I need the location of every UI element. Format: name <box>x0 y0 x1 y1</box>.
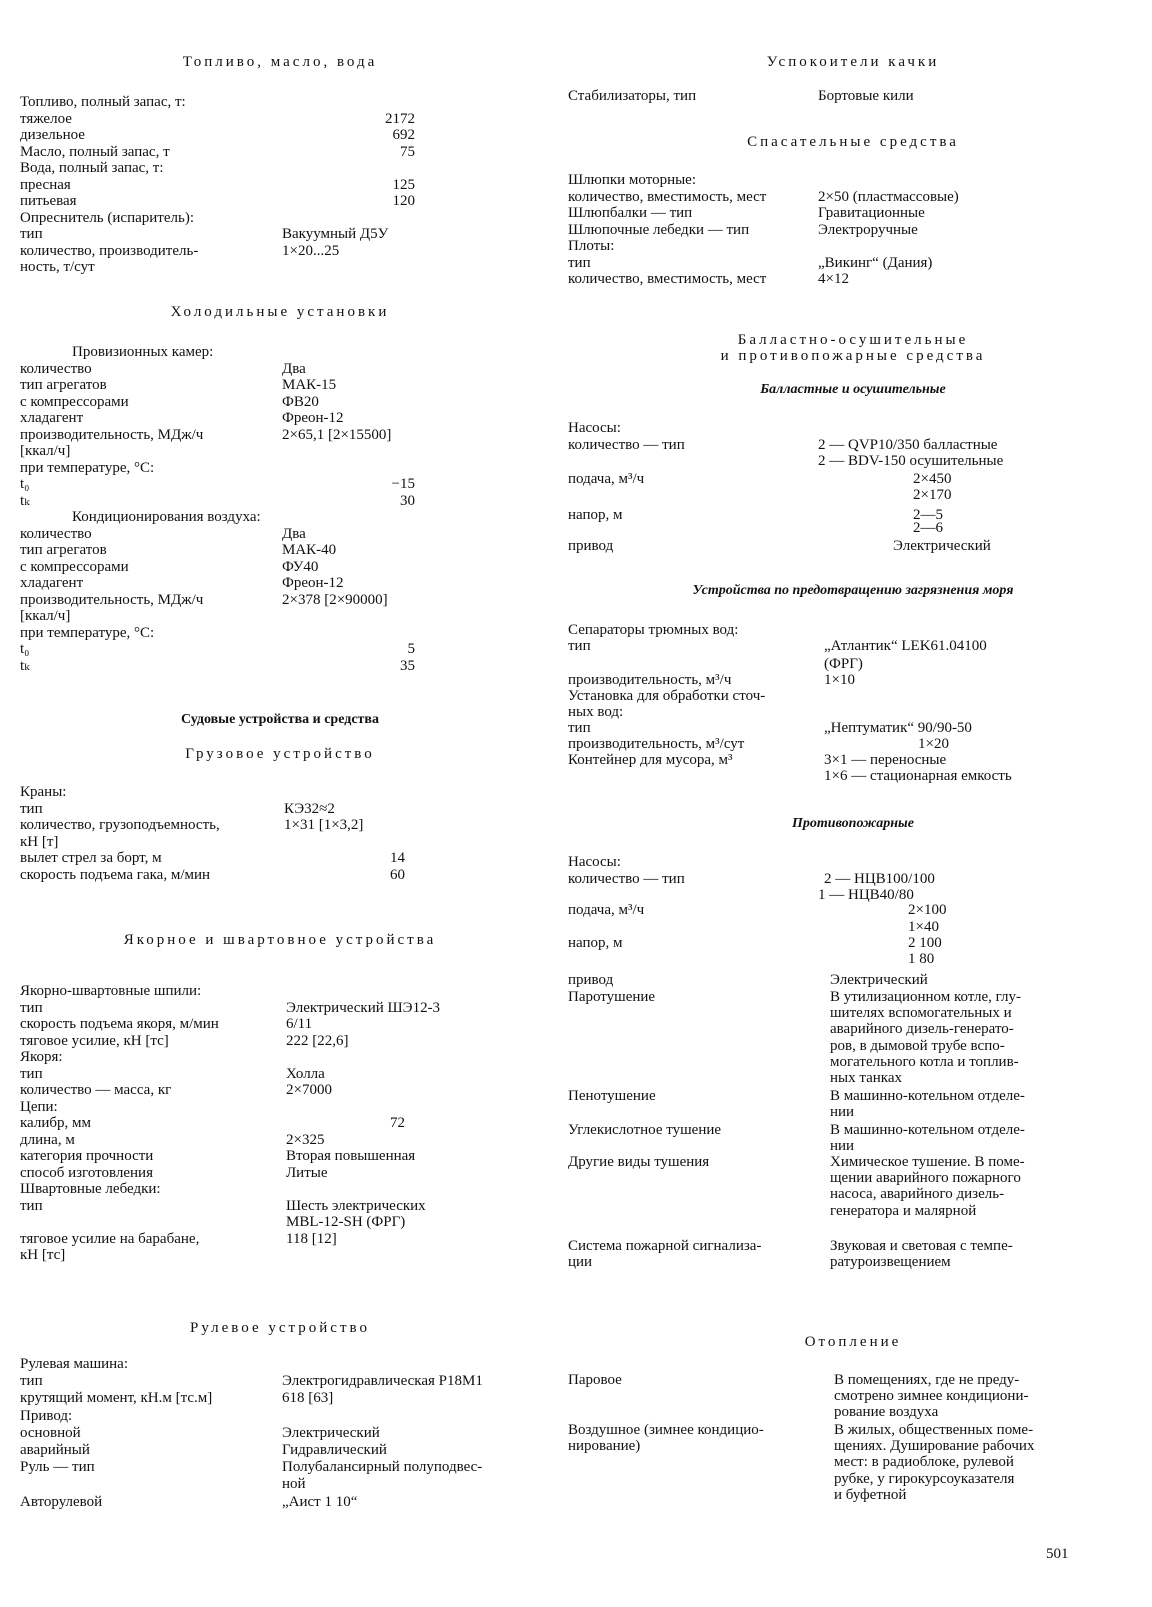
section-title-ballast-1: Балластно-осушительные <box>737 332 969 348</box>
row-value-line: В машинно-котельном отделе- <box>830 1088 1025 1104</box>
row-value: 4×12 <box>818 271 849 287</box>
row-value: 72 <box>390 1115 405 1131</box>
row-value: Электрический <box>282 1424 380 1441</box>
row-label: тип <box>20 1065 43 1082</box>
row-value: 35 <box>400 657 415 674</box>
row-value: ФУ40 <box>282 558 319 575</box>
row-value-line: В жилых, общественных поме- <box>834 1422 1034 1438</box>
row-label: дизельное <box>20 127 85 143</box>
row-label: Якорно-швартовные шпили: <box>20 983 202 999</box>
row-value: 2 — QVP10/350 балластные <box>818 437 998 453</box>
row-label: тип <box>20 999 43 1016</box>
row-label: tₖ <box>20 492 30 509</box>
row-value-line: щении аварийного пожарного <box>830 1170 1021 1187</box>
row-value: 2 100 <box>908 935 942 951</box>
section-title-refrigeration: Холодильные установки <box>170 304 390 320</box>
row-label: Масло, полный запас, т <box>20 143 170 160</box>
row-value: 1×20...25 <box>282 242 340 259</box>
row-value: КЭ32≈2 <box>284 800 335 817</box>
row-label: кН [т] <box>20 833 59 850</box>
row-value: 2172 <box>385 110 415 127</box>
row-label: Сепараторы трюмных вод: <box>568 622 739 638</box>
row-label: тяжелое <box>20 110 72 127</box>
row-value: 692 <box>392 127 415 143</box>
row-value: Два <box>282 360 306 377</box>
row-label: тип <box>20 1373 43 1390</box>
row-label: количество — тип <box>568 871 685 887</box>
row-value: Шесть электрических <box>286 1197 426 1214</box>
row-value: Бортовые кили <box>818 88 914 104</box>
row-label: вылет стрел за борт, м <box>20 850 162 866</box>
row-label: Контейнер для мусора, м³ <box>568 752 733 768</box>
row-label: количество, производитель- <box>20 242 199 259</box>
row-value-line: Химическое тушение. В поме- <box>830 1154 1025 1170</box>
row-value: „Аист 1 10“ <box>282 1493 358 1510</box>
row-value: 30 <box>400 492 415 509</box>
subsection-title-fire: Противопожарные <box>792 816 914 831</box>
row-label: хладагент <box>20 410 84 426</box>
row-value: 125 <box>392 176 415 193</box>
section-title-cargo: Грузовое устройство <box>185 746 375 762</box>
row-label: тип агрегатов <box>20 377 107 393</box>
row-label: производительность, м³/сут <box>568 736 745 752</box>
row-value-line: ратуроизвещением <box>830 1254 951 1271</box>
row-label: Шлюпочные лебедки — тип <box>568 221 750 238</box>
row-value-line: и буфетной <box>834 1486 907 1503</box>
row-value: 2×50 (пластмассовые) <box>818 188 959 205</box>
row-value: (ФРГ) <box>824 656 863 672</box>
row-value-line: нии <box>830 1104 855 1121</box>
row-label: Опреснитель (испаритель): <box>20 209 194 226</box>
row-label: питьевая <box>20 193 77 209</box>
row-label: Рулевая машина: <box>20 1356 128 1372</box>
row-label: количество, грузоподъемность, <box>20 817 220 833</box>
row-label: тяговое усилие на барабане, <box>20 1230 200 1247</box>
row-value: Литые <box>286 1164 328 1181</box>
row-label: Руль — тип <box>20 1459 95 1476</box>
row-label: Вода, полный запас, т: <box>20 160 164 176</box>
row-value: 75 <box>400 143 415 160</box>
row-label: пресная <box>20 176 71 193</box>
row-value: 2 — BDV-150 осушительные <box>818 453 1004 469</box>
row-label: с компрессорами <box>20 558 129 575</box>
row-label: Насосы: <box>568 420 621 436</box>
row-value-line: Звуковая и световая с темпе- <box>830 1238 1013 1254</box>
section-title-ballast-2: и противопожарные средства <box>720 348 986 364</box>
section-title-heating: Отопление <box>804 1334 902 1350</box>
row-label: Топливо, полный запас, т: <box>20 94 186 110</box>
row-label: [ккал/ч] <box>20 443 71 459</box>
row-value-line: В утилизационном котле, глу- <box>830 989 1022 1005</box>
section-title-roll: Успокоители качки <box>766 54 940 70</box>
row-value: 1×40 <box>908 919 939 935</box>
row-value-line: ных танках <box>830 1070 902 1086</box>
row-label: основной <box>20 1424 81 1441</box>
row-label: Шлюпбалки — тип <box>568 205 693 221</box>
subsection-title-pollution: Устройства по предотвращению загрязнения моря <box>692 583 1014 598</box>
row-value: Электрический <box>893 538 991 554</box>
row-value: 2×100 <box>908 902 947 918</box>
row-label: количество <box>20 525 92 542</box>
row-value-line: нии <box>830 1138 855 1155</box>
row-label: Цепи: <box>20 1098 58 1115</box>
section-title-rescue: Спасательные средства <box>747 134 959 150</box>
row-label: Плоты: <box>568 238 615 254</box>
row-label: калибр, мм <box>20 1115 91 1131</box>
row-label: Паротушение <box>568 989 656 1005</box>
row-value-line: мест: в радиоблоке, рулевой <box>834 1454 1014 1471</box>
row-label: категория прочности <box>20 1148 154 1164</box>
row-label: скорость подъема якоря, м/мин <box>20 1016 219 1032</box>
row-value: Два <box>282 525 306 542</box>
row-value: 1 — НЦВ40/80 <box>818 887 914 903</box>
section-title-fuel: Топливо, масло, вода <box>182 54 378 70</box>
row-label: при температуре, °С: <box>20 624 155 641</box>
row-value: 2—5 <box>913 507 943 523</box>
row-label: Стабилизаторы, тип <box>568 88 697 104</box>
row-label: количество — масса, кг <box>20 1082 172 1098</box>
row-value: 1×20 <box>918 736 949 752</box>
row-value: Электроручные <box>818 221 918 238</box>
row-label: Насосы: <box>568 854 621 870</box>
row-value-line: рубке, у гирокурсоуказателя <box>834 1470 1015 1487</box>
row-value: Электрический <box>830 972 928 988</box>
row-label: привод <box>568 538 614 554</box>
section-title-ship-devices: Судовые устройства и средства <box>181 712 379 727</box>
row-value: 14 <box>390 850 405 866</box>
row-label: Другие виды тушения <box>568 1154 710 1170</box>
row-value: 2×7000 <box>286 1082 332 1098</box>
row-value: Фреон-12 <box>282 410 344 426</box>
row-value: 2×378 [2×90000] <box>282 591 388 608</box>
row-label: Кондиционирования воздуха: <box>72 509 261 525</box>
row-value: 2×65,1 [2×15500] <box>282 426 392 443</box>
row-value-line: щениях. Душирование рабочих <box>834 1438 1035 1455</box>
row-value: 60 <box>390 866 405 883</box>
row-label: подача, м³/ч <box>568 471 645 487</box>
row-value: Электрогидравлическая Р18М1 <box>282 1373 483 1390</box>
row-value-line: смотрено зимнее кондициони- <box>834 1388 1029 1405</box>
row-value: 618 [63] <box>282 1390 334 1407</box>
row-label: количество <box>20 360 92 377</box>
row-label: Установка для обработки сточ- <box>568 688 766 704</box>
row-value-line: ров, в дымовой трубе вспо- <box>830 1037 1005 1054</box>
row-label: нирование) <box>568 1438 641 1455</box>
row-value: ФВ20 <box>282 393 319 410</box>
row-label: количество, вместимость, мест <box>568 188 767 205</box>
row-value: 2×170 <box>913 487 952 503</box>
row-label: напор, м <box>568 507 623 523</box>
row-label: Якоря: <box>20 1049 63 1065</box>
row-value: Электрический ШЭ12-3 <box>286 999 441 1016</box>
row-label: количество — тип <box>568 437 685 453</box>
row-label: ции <box>568 1254 593 1271</box>
row-label: напор, м <box>568 935 623 951</box>
row-value: 222 [22,6] <box>286 1032 349 1049</box>
row-value: −15 <box>391 476 415 492</box>
row-label: при температуре, °С: <box>20 459 155 476</box>
row-value-line: аварийного дизель-генерато- <box>830 1021 1014 1038</box>
row-label: длина, м <box>20 1131 75 1148</box>
row-label: способ изготовления <box>20 1164 153 1181</box>
row-value: 3×1 — переносные <box>824 752 947 768</box>
row-value: Холла <box>286 1065 325 1082</box>
row-value: 1×6 — стационарная емкость <box>824 768 1012 784</box>
row-label: тип <box>20 1197 43 1214</box>
row-label: t₀ <box>20 476 30 492</box>
row-label: Провизионных камер: <box>72 344 214 360</box>
row-label: Углекислотное тушение <box>568 1122 722 1138</box>
row-value-line: рование воздуха <box>834 1404 939 1421</box>
row-value-line: В помещениях, где не преду- <box>834 1372 1020 1388</box>
row-value-line: могательного котла и топлив- <box>830 1053 1019 1070</box>
row-label: тип <box>568 720 591 736</box>
section-title-steering: Рулевое устройство <box>189 1320 370 1336</box>
row-label: производительность, МДж/ч <box>20 426 204 443</box>
row-value: Фреон-12 <box>282 575 344 591</box>
row-label: Привод: <box>20 1407 73 1424</box>
row-label: [ккал/ч] <box>20 608 71 624</box>
row-value: 6/11 <box>286 1016 313 1032</box>
row-label: производительность, м³/ч <box>568 672 732 688</box>
row-label: ность, т/сут <box>20 259 95 275</box>
row-label: кН [тс] <box>20 1247 66 1263</box>
row-label: Пенотушение <box>568 1088 656 1104</box>
row-label: тип <box>568 638 591 654</box>
page-number: 501 <box>1046 1546 1069 1562</box>
row-label: Швартовные лебедки: <box>20 1181 161 1197</box>
row-value: Гидравлический <box>282 1442 387 1458</box>
row-value: „Атлантик“ LEK61.04100 <box>824 638 987 654</box>
row-value: 2×450 <box>913 471 952 487</box>
row-value-line: В машинно-котельном отделе- <box>830 1122 1025 1138</box>
row-label: tₖ <box>20 657 30 674</box>
row-value: Гравитационные <box>818 205 925 221</box>
row-label: Система пожарной сигнализа- <box>568 1238 762 1254</box>
row-label: тяговое усилие, кН [тс] <box>20 1032 169 1049</box>
row-label: скорость подъема гака, м/мин <box>20 866 211 883</box>
row-value: ной <box>282 1476 306 1493</box>
row-value: Вторая повышенная <box>286 1148 416 1164</box>
row-value: Вакуумный Д5У <box>282 226 389 242</box>
row-value: 1×31 [1×3,2] <box>284 817 364 833</box>
row-label: Шлюпки моторные: <box>568 172 696 188</box>
row-label: Авторулевой <box>20 1493 103 1510</box>
row-value: 2 — НЦВ100/100 <box>824 871 935 887</box>
row-label: аварийный <box>20 1442 90 1458</box>
row-value: Полубалансирный полуподвес- <box>282 1459 483 1476</box>
row-value-line: насоса, аварийного дизель- <box>830 1186 1005 1203</box>
row-value: „Нептуматик“ 90/90-50 <box>824 720 972 736</box>
row-label: крутящий момент, кН.м [тс.м] <box>20 1390 213 1407</box>
row-label: количество, вместимость, мест <box>568 271 767 287</box>
row-value: 118 [12] <box>286 1230 337 1247</box>
row-value: 2—6 <box>913 520 943 536</box>
row-label: тип агрегатов <box>20 542 107 558</box>
row-label: тип <box>20 226 43 242</box>
row-label: подача, м³/ч <box>568 902 645 918</box>
row-label: тип <box>20 800 43 817</box>
row-label: производительность, МДж/ч <box>20 591 204 608</box>
row-value-line: генератора и малярной <box>830 1202 977 1219</box>
row-label: Краны: <box>20 784 67 800</box>
row-label: с компрессорами <box>20 393 129 410</box>
row-label: t₀ <box>20 641 30 657</box>
row-value: МАК-15 <box>282 377 337 393</box>
row-label: ных вод: <box>568 704 624 720</box>
row-value: MBL-12-SH (ФРГ) <box>286 1214 406 1230</box>
row-value: 1×10 <box>824 672 855 688</box>
row-value: 2×325 <box>286 1131 325 1148</box>
row-label: хладагент <box>20 575 84 591</box>
row-label: Воздушное (зимнее кондицио- <box>568 1422 764 1438</box>
row-value: 5 <box>407 641 415 657</box>
row-label: тип <box>568 254 591 271</box>
row-value-line: шителях вспомогательных и <box>830 1005 1012 1022</box>
row-value: „Викинг“ (Дания) <box>818 254 933 271</box>
row-value: МАК-40 <box>282 542 337 558</box>
section-title-anchor: Якорное и швартовное устройства <box>123 932 437 948</box>
subsection-title-ballast: Балластные и осушительные <box>760 382 946 397</box>
row-label: Паровое <box>568 1372 622 1388</box>
row-value: 1 80 <box>908 951 935 967</box>
row-label: привод <box>568 972 614 988</box>
row-value: 120 <box>392 193 415 209</box>
